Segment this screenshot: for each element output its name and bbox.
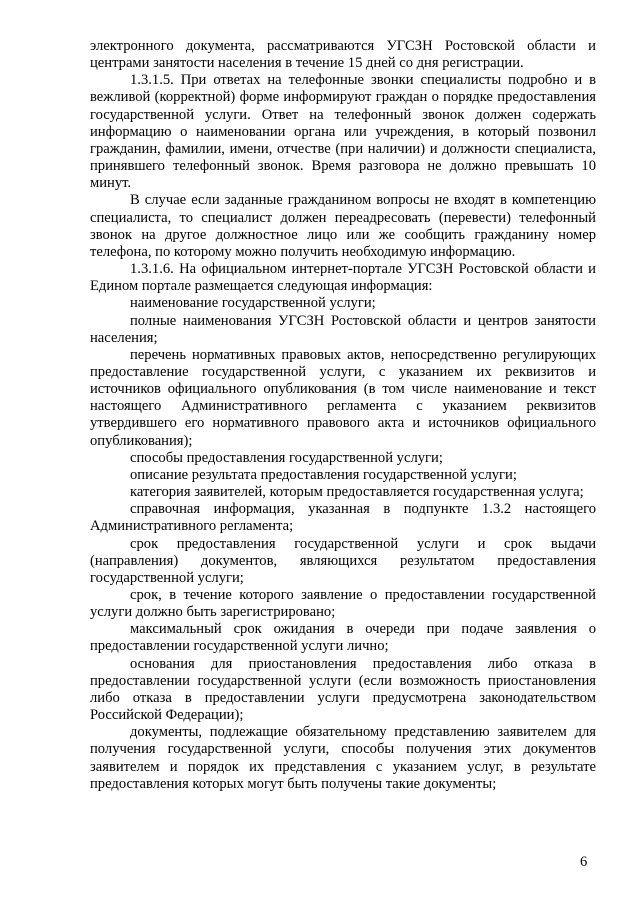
list-item-result-description: описание результата предоставления государственной услуги; <box>130 466 517 483</box>
list-item-methods: способы предоставления государственной услуги; <box>130 449 443 466</box>
list-item-legal-acts: перечень нормативных правовых актов, непосредственно регулирующих предоставление государственной услуги, с указанием их реквизитов и источников официального опубликования (в том числе наименование и текст настоящего Административного регламента с указанием реквизитов утвердившего его нормативного правового акта и источников официального опубликования); <box>90 346 596 449</box>
list-item-full-names: полные наименования УГСЗН Ростовской области и центров занятости населения; <box>90 312 596 346</box>
paragraph-1-3-1-5: 1.3.1.5. При ответах на телефонные звонки специалисты подробно и в вежливой (корректной) форме информируют граждан о порядке предоставления государственной услуги. Ответ на телефонный звонок должен содержать информацию о наименовании органа или учреждения, в который позвонил гражданин, фамилии, имени, отчестве (при наличии) и должности специалиста, принявшего телефонный звонок. Время разговора не должно превышать 10 минут. <box>90 72 596 192</box>
list-item-queue-time: максимальный срок ожидания в очереди при подаче заявления о предоставлении государственной услуги лично; <box>90 621 596 655</box>
list-item-registration-term: срок, в течение которого заявление о предоставлении государственной услуги должно быть зарегистрировано; <box>90 587 596 621</box>
list-item-refusal-grounds: основания для приостановления предоставления либо отказа в предоставлении государственной услуги (если возможность приостановления либо отказа в предоставлении услуги предусмотрена законодательством Российской Федерации); <box>90 655 596 724</box>
list-item-reference-info: справочная информация, указанная в подпункте 1.3.2 настоящего Административного регламента; <box>90 501 596 535</box>
body-text <box>90 38 596 793</box>
paragraph-1-3-1-6: 1.3.1.6. На официальном интернет-портале УГСЗН Ростовской области и Едином портале размещается следующая информация: <box>90 261 596 295</box>
paragraph-redirect-call: В случае если заданные гражданином вопросы не входят в компетенцию специалиста, то специалист должен переадресовать (перевести) телефонный звонок на другое должностное лицо или же сообщить гражданину номер телефона, по которому можно получить необходимую информацию. <box>90 192 596 260</box>
list-item-service-name: наименование государственной услуги; <box>130 295 376 312</box>
page-number: 6 <box>580 854 588 870</box>
list-item-required-documents: документы, подлежащие обязательному представлению заявителем для получения государственной услуги, способы получения этих документов заявителем и порядок их представления с указанием услуг, в результате предоставления которых могут быть получены такие документы; <box>90 724 596 792</box>
list-item-service-term: срок предоставления государственной услуги и срок выдачи (направления) документов, являющихся результатом предоставления государственной услуги; <box>90 535 596 586</box>
paragraph-continuation: электронного документа, рассматриваются УГСЗН Ростовской области и центрами занятости населения в течение 15 дней со дня регистрации. <box>90 38 596 72</box>
list-item-applicant-category: категория заявителей, которым предоставляется государственная услуга; <box>130 484 584 501</box>
